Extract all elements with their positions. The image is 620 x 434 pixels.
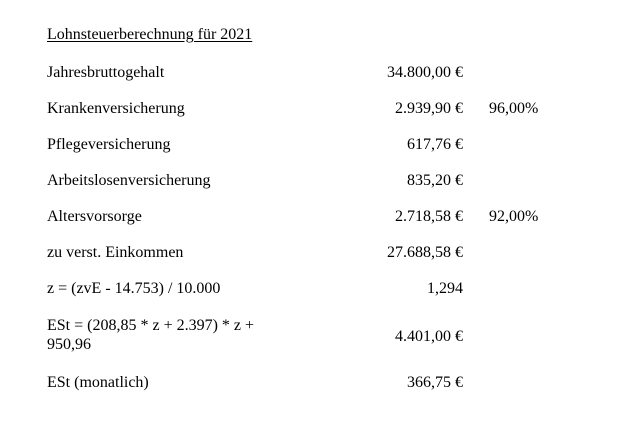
row-value: 835,20 €	[407, 172, 463, 189]
row-percent: 92,00%	[489, 208, 539, 225]
row-value: 4.401,00 €	[395, 328, 463, 345]
row-value: 34.800,00 €	[387, 64, 463, 81]
row-label: ESt (monatlich)	[47, 374, 149, 391]
row-label: Krankenversicherung	[47, 100, 185, 117]
row-label: Jahresbruttogehalt	[47, 64, 165, 81]
row-label: z = (zvE - 14.753) / 10.000	[47, 280, 221, 297]
row-label: zu verst. Einkommen	[47, 244, 184, 261]
row-percent: 96,00%	[489, 100, 539, 117]
row-value: 366,75 €	[407, 374, 463, 391]
row-label: Altersvorsorge	[47, 208, 142, 225]
row-label: Arbeitslosenversicherung	[47, 172, 211, 189]
row-value: 1,294	[427, 280, 463, 297]
row-label: Pflegeversicherung	[47, 136, 171, 153]
row-value: 2.939,90 €	[395, 100, 463, 117]
row-value: 27.688,58 €	[387, 244, 463, 261]
document-title: Lohnsteuerberechnung für 2021	[47, 26, 253, 43]
row-value: 617,76 €	[407, 136, 463, 153]
row-label: ESt = (208,85 * z + 2.397) * z + 950,96	[47, 317, 255, 353]
row-value: 2.718,58 €	[395, 208, 463, 225]
